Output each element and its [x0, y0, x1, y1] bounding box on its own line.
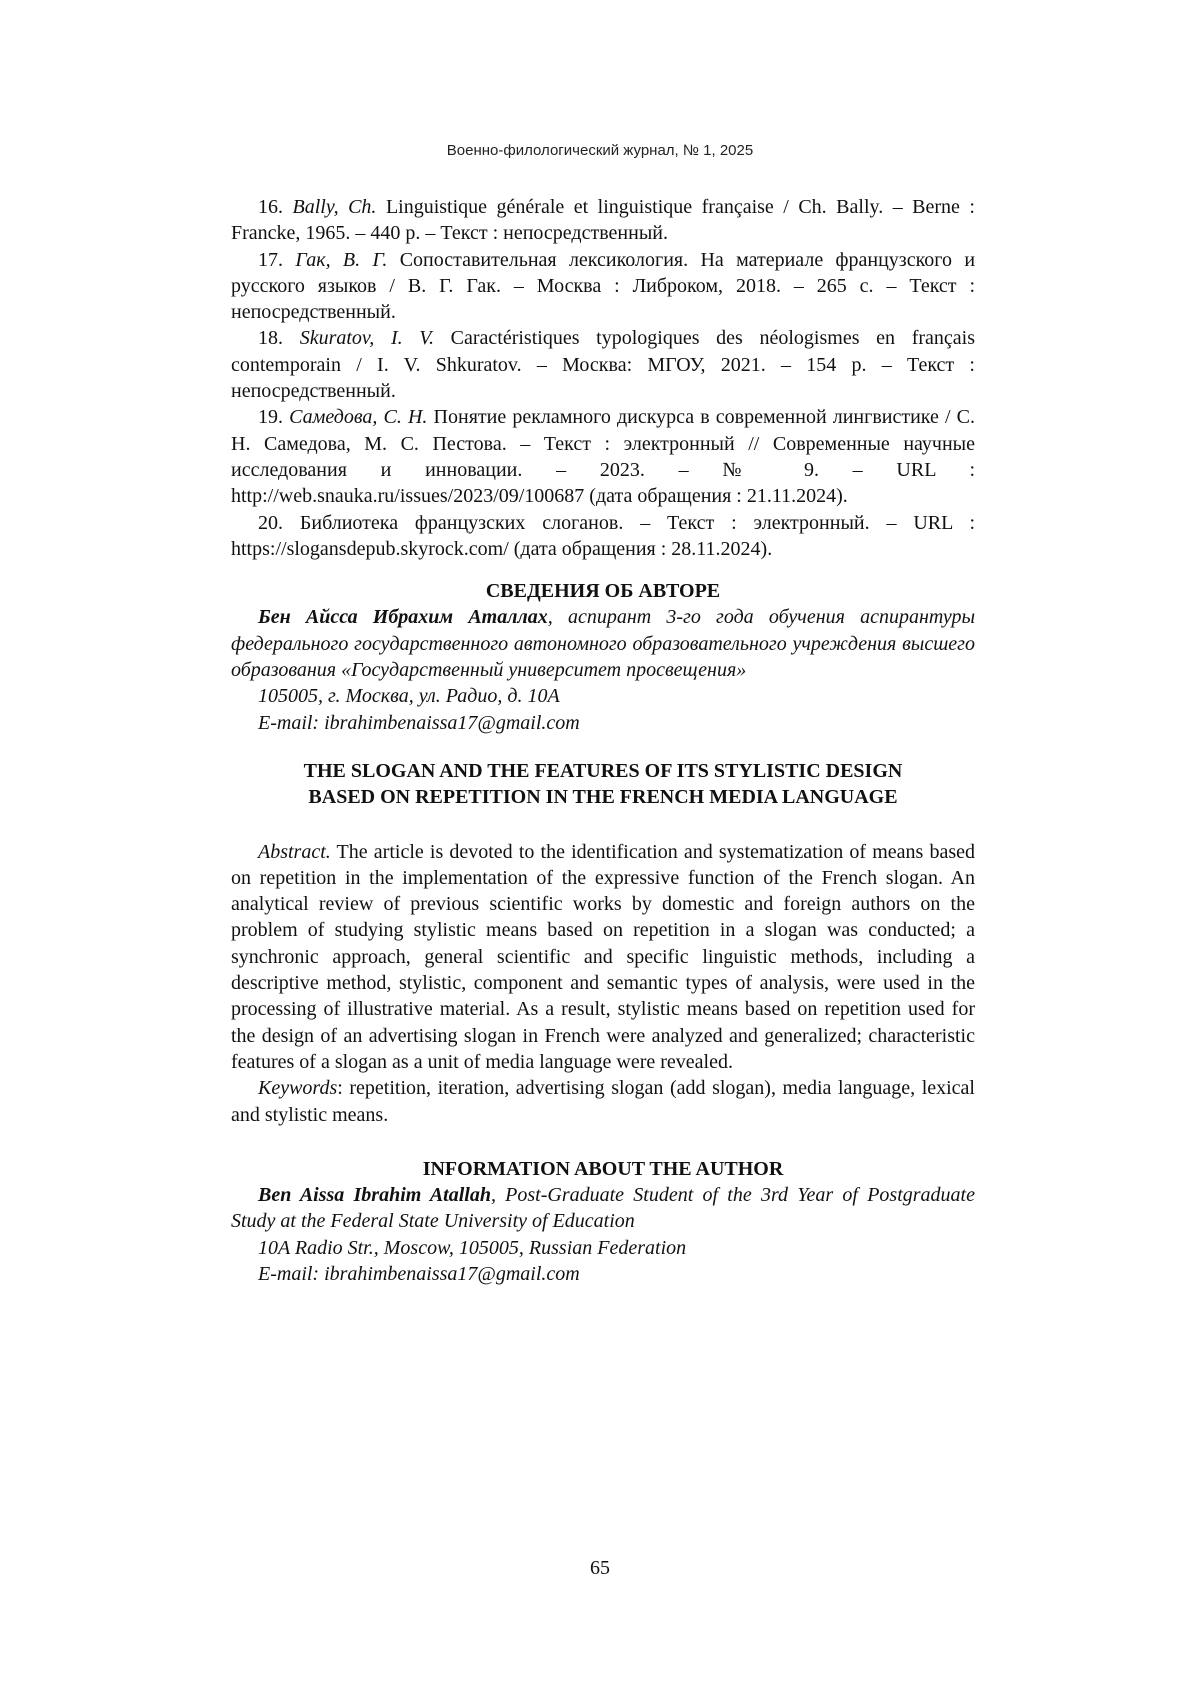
page-number: 65 — [590, 1557, 610, 1579]
english-title — [231, 758, 975, 811]
reference-number: 20. — [258, 511, 283, 534]
author-ru-address: 105005, г. Москва, ул. Радио, д. 10А — [258, 685, 560, 708]
author-info-en — [231, 1156, 975, 1287]
reference-number: 16. — [258, 196, 283, 218]
author-ru-position: , аспирант 3-го года обучения аспирантуры федерального государственного автономного образовательного учреждения высшего образования «Государственный университет просвещения» — [231, 606, 976, 682]
running-header: Военно-филологический журнал, № 1, 2025 — [446, 142, 754, 159]
reference-author: Самедова, С. Н. — [289, 406, 428, 429]
reference-item-20 — [231, 510, 975, 563]
author-en-email: E-mail: ibrahimbenaissa17@gmail.com — [258, 1262, 580, 1285]
reference-text: Caractéristiques typologiques des néologismes en français contemporain / I. V. Shkuratov. – Москва: МГОУ, 2021. – 154 p. – Текст : непосредственный. — [231, 327, 976, 403]
author-info-ru — [231, 578, 975, 736]
author-info-en-heading: INFORMATION ABOUT THE AUTHOR — [422, 1157, 784, 1180]
reference-item-19 — [231, 404, 975, 509]
reference-author: Skuratov, I. V. — [299, 327, 434, 350]
reference-text: Сопоставительная лексикология. На материале французского и русского языков / В. Г. Гак. – Москва : Либроком, 2018. – 265 с. – Текст : непосредственный. — [231, 248, 976, 324]
reference-text: Linguistique générale et linguistique française / Ch. Bally. – Berne : Francke, 1965. – 440 p. – Текст : непосредственный. — [231, 196, 975, 245]
english-abstract — [231, 839, 975, 1128]
reference-list — [231, 194, 975, 562]
reference-number: 19. — [258, 406, 283, 429]
reference-item-16 — [231, 194, 975, 247]
abstract-label: Abstract. — [258, 840, 331, 863]
abstract-text: The article is devoted to the identification and systematization of means based on repetition in the implementation of the expressive function of the French slogan. An analytical review of previous scientific works by domestic and foreign authors on the problem of studying stylistic means based on repetition in a slogan was conducted; a synchronic approach, general scientific and specific linguistic methods, including a descriptive method, stylistic, component and semantic types of analysis, were used in the processing of illustrative material. As a result, stylistic means based on repetition used for the design of an advertising slogan in French were analyzed and generalized; characteristic features of a slogan as a unit of media language were revealed. — [231, 840, 975, 1073]
english-title-line-2: BASED ON REPETITION IN THE FRENCH MEDIA LANGUAGE — [308, 786, 898, 809]
keywords-label: Keywords — [258, 1077, 338, 1100]
keywords-paragraph — [231, 1075, 975, 1128]
reference-author: Bally, Ch. — [292, 196, 377, 218]
reference-number: 18. — [258, 327, 283, 350]
reference-number: 17. — [258, 248, 283, 271]
english-title-line-1: THE SLOGAN AND THE FEATURES OF ITS STYLISTIC DESIGN — [303, 759, 903, 782]
abstract-paragraph — [231, 839, 975, 1076]
page-content — [231, 194, 975, 1287]
author-en-name: Ben Aissa Ibrahim Atallah — [258, 1184, 491, 1207]
author-ru-description — [231, 604, 975, 683]
reference-author: Гак, В. Г. — [295, 248, 388, 271]
reference-text: Библиотека французских слоганов. – Текст : электронный. – URL : https://slogansdepub.skyrock.com/ (дата обращения : 28.11.2024). — [231, 511, 975, 560]
author-ru-name: Бен Айсса Ибрахим Аталлах — [258, 606, 548, 629]
author-info-ru-heading: СВЕДЕНИЯ ОБ АВТОРЕ — [485, 580, 721, 603]
author-en-description — [231, 1182, 975, 1235]
reference-item-18 — [231, 325, 975, 404]
author-ru-email: E-mail: ibrahimbenaissa17@gmail.com — [258, 711, 580, 734]
author-en-address: 10A Radio Str., Moscow, 105005, Russian Federation — [258, 1236, 687, 1259]
keywords-text: : repetition, iteration, advertising slogan (add slogan), media language, lexical and stylistic means. — [231, 1077, 975, 1126]
reference-text: Понятие рекламного дискурса в современной лингвистике / С. Н. Самедова, М. С. Пестова. – Текст : электронный // Современные научные исследования и инновации. – 2023. – № 9. – URL : http://web.snauka.ru/issues/2023/09/100687 (дата обращения : 21.11.2024). — [231, 406, 976, 508]
reference-item-17 — [231, 247, 975, 326]
author-en-position: , Post-Graduate Student of the 3rd Year of Postgraduate Study at the Federal State University of Education — [231, 1184, 975, 1233]
